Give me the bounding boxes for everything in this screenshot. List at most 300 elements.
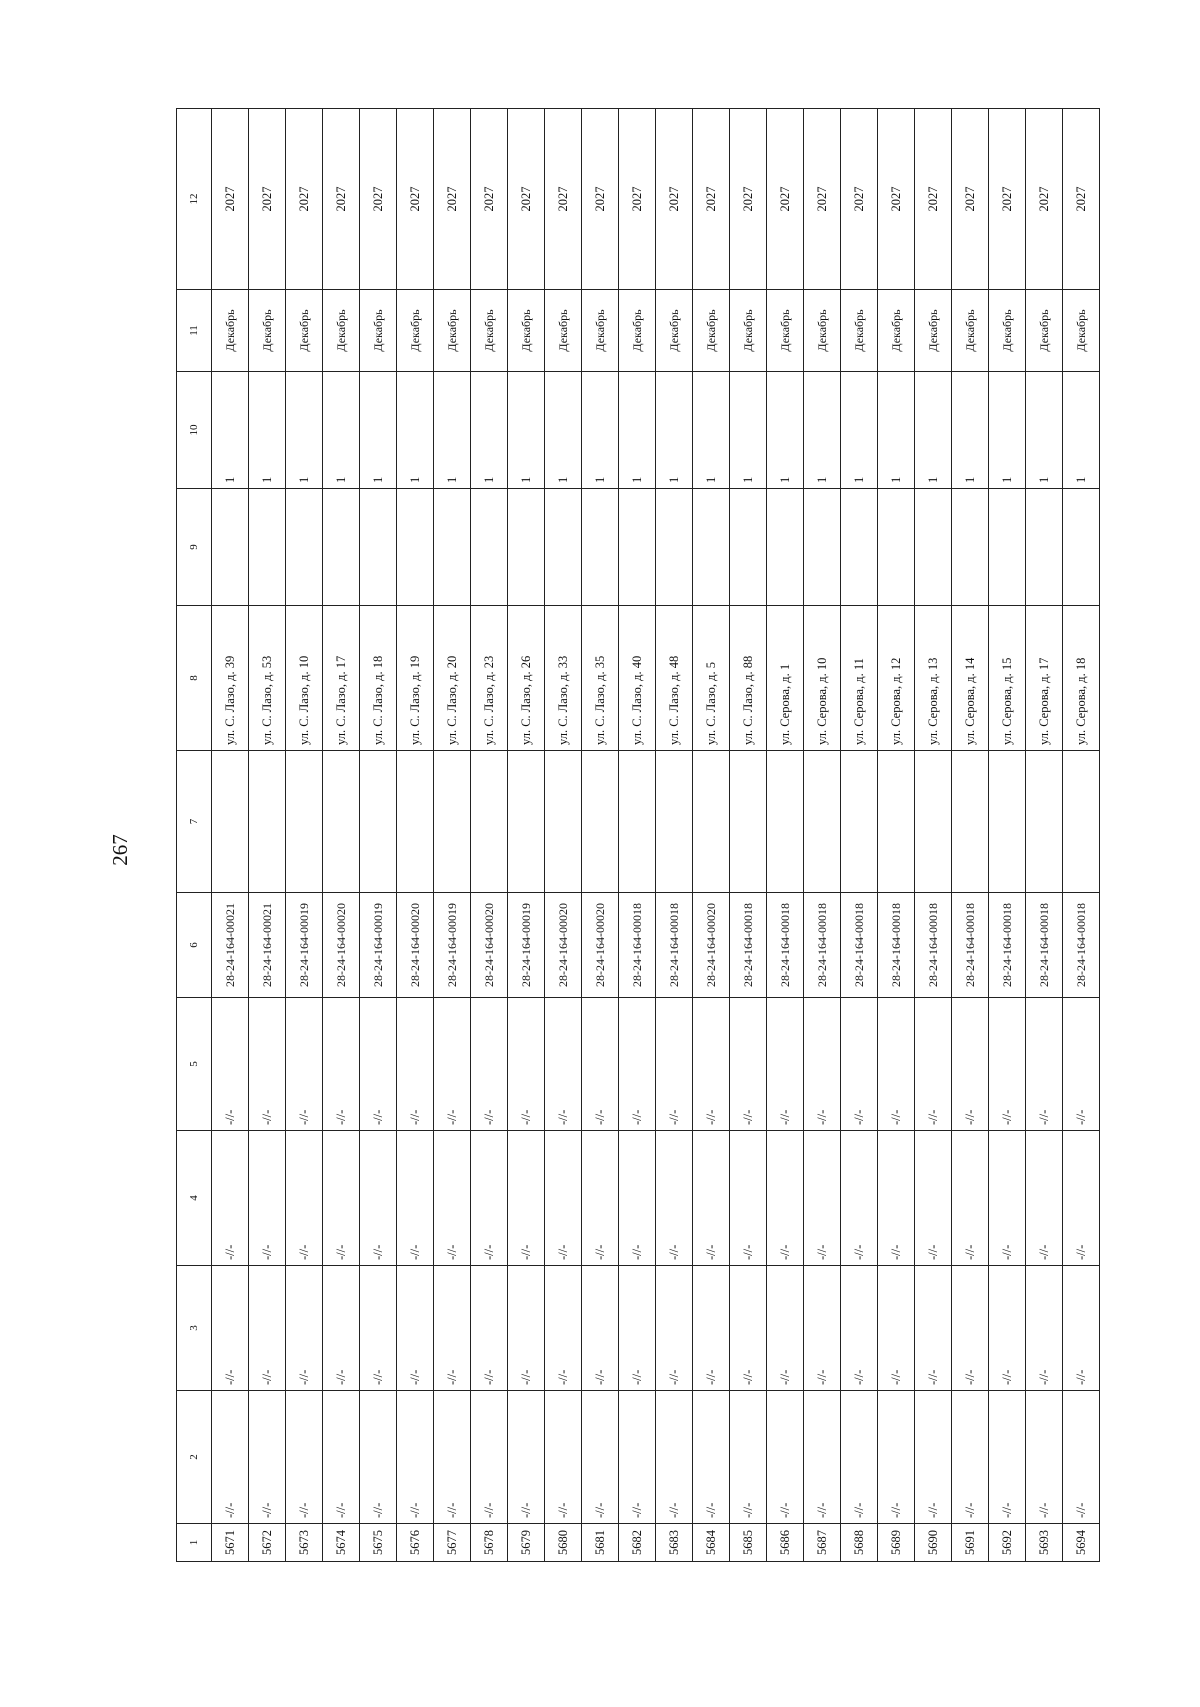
cell-col-1: 5679 bbox=[508, 1524, 545, 1562]
cell-col-8: ул. Серова, д. 11 bbox=[841, 606, 878, 751]
cell-col-5: -//- bbox=[471, 998, 508, 1131]
cell-col-10: 1 bbox=[508, 372, 545, 489]
cell-col-4: -//- bbox=[1063, 1131, 1100, 1266]
cell-col-10: 1 bbox=[1026, 372, 1063, 489]
cell-col-2: -//- bbox=[508, 1391, 545, 1524]
cell-col-7 bbox=[619, 751, 656, 893]
table-row bbox=[434, 109, 471, 1562]
cell-col-10: 1 bbox=[323, 372, 360, 489]
cell-col-7 bbox=[804, 751, 841, 893]
cell-col-10: 1 bbox=[730, 372, 767, 489]
cell-col-8: ул. С. Лазо, д. 26 bbox=[508, 606, 545, 751]
cell-col-7 bbox=[915, 751, 952, 893]
cell-col-10: 1 bbox=[582, 372, 619, 489]
cell-col-6: 28-24-164-00018 bbox=[1063, 893, 1100, 998]
table-row bbox=[878, 109, 915, 1562]
cell-col-11: Декабрь bbox=[1026, 290, 1063, 372]
cell-col-6: 28-24-164-00019 bbox=[434, 893, 471, 998]
cell-col-12: 2027 bbox=[397, 109, 434, 290]
cell-col-3: -//- bbox=[730, 1266, 767, 1391]
cell-col-4: -//- bbox=[1026, 1131, 1063, 1266]
cell-col-9 bbox=[286, 489, 323, 606]
cell-col-7 bbox=[397, 751, 434, 893]
cell-col-7 bbox=[693, 751, 730, 893]
cell-col-10: 1 bbox=[249, 372, 286, 489]
cell-col-3: -//- bbox=[212, 1266, 249, 1391]
cell-col-12: 2027 bbox=[693, 109, 730, 290]
cell-col-12: 2027 bbox=[212, 109, 249, 290]
cell-col-8: ул. Серова, д. 15 bbox=[989, 606, 1026, 751]
cell-col-1: 5674 bbox=[323, 1524, 360, 1562]
cell-col-7 bbox=[841, 751, 878, 893]
cell-col-12: 2027 bbox=[360, 109, 397, 290]
cell-col-8: ул. С. Лазо, д. 10 bbox=[286, 606, 323, 751]
cell-col-4: -//- bbox=[471, 1131, 508, 1266]
cell-col-5: -//- bbox=[952, 998, 989, 1131]
cell-col-1: 5684 bbox=[693, 1524, 730, 1562]
cell-col-8: ул. Серова, д. 18 bbox=[1063, 606, 1100, 751]
cell-col-12: 2027 bbox=[804, 109, 841, 290]
cell-col-2: -//- bbox=[989, 1391, 1026, 1524]
register-table bbox=[176, 108, 1100, 1562]
cell-col-4: -//- bbox=[212, 1131, 249, 1266]
cell-col-2: -//- bbox=[952, 1391, 989, 1524]
cell-col-8: ул. С. Лазо, д. 20 bbox=[434, 606, 471, 751]
cell-col-5: -//- bbox=[841, 998, 878, 1131]
rotated-table-wrapper bbox=[176, 109, 1088, 1562]
cell-col-8: ул. С. Лазо, д. 23 bbox=[471, 606, 508, 751]
header-cell-5: 5 bbox=[177, 998, 212, 1131]
table-row bbox=[1063, 109, 1100, 1562]
cell-col-3: -//- bbox=[989, 1266, 1026, 1391]
cell-col-9 bbox=[212, 489, 249, 606]
cell-col-5: -//- bbox=[397, 998, 434, 1131]
cell-col-1: 5682 bbox=[619, 1524, 656, 1562]
cell-col-8: ул. С. Лазо, д. 35 bbox=[582, 606, 619, 751]
header-cell-4: 4 bbox=[177, 1131, 212, 1266]
cell-col-12: 2027 bbox=[619, 109, 656, 290]
cell-col-9 bbox=[656, 489, 693, 606]
cell-col-8: ул. С. Лазо, д. 18 bbox=[360, 606, 397, 751]
table-row bbox=[323, 109, 360, 1562]
cell-col-1: 5671 bbox=[212, 1524, 249, 1562]
cell-col-11: Декабрь bbox=[582, 290, 619, 372]
cell-col-9 bbox=[397, 489, 434, 606]
cell-col-10: 1 bbox=[360, 372, 397, 489]
cell-col-1: 5694 bbox=[1063, 1524, 1100, 1562]
cell-col-2: -//- bbox=[767, 1391, 804, 1524]
cell-col-5: -//- bbox=[249, 998, 286, 1131]
cell-col-8: ул. Серова, д. 12 bbox=[878, 606, 915, 751]
cell-col-5: -//- bbox=[915, 998, 952, 1131]
cell-col-10: 1 bbox=[915, 372, 952, 489]
table-row bbox=[397, 109, 434, 1562]
cell-col-3: -//- bbox=[508, 1266, 545, 1391]
cell-col-10: 1 bbox=[656, 372, 693, 489]
cell-col-11: Декабрь bbox=[656, 290, 693, 372]
cell-col-9 bbox=[1063, 489, 1100, 606]
cell-col-9 bbox=[952, 489, 989, 606]
header-cell-2: 2 bbox=[177, 1391, 212, 1524]
cell-col-6: 28-24-164-00019 bbox=[508, 893, 545, 998]
cell-col-8: ул. С. Лазо, д. 17 bbox=[323, 606, 360, 751]
table-row bbox=[952, 109, 989, 1562]
cell-col-5: -//- bbox=[804, 998, 841, 1131]
cell-col-6: 28-24-164-00021 bbox=[249, 893, 286, 998]
cell-col-5: -//- bbox=[1063, 998, 1100, 1131]
cell-col-2: -//- bbox=[656, 1391, 693, 1524]
cell-col-5: -//- bbox=[582, 998, 619, 1131]
table-row bbox=[767, 109, 804, 1562]
cell-col-12: 2027 bbox=[656, 109, 693, 290]
cell-col-5: -//- bbox=[323, 998, 360, 1131]
cell-col-8: ул. С. Лазо, д. 48 bbox=[656, 606, 693, 751]
cell-col-4: -//- bbox=[989, 1131, 1026, 1266]
table-row bbox=[249, 109, 286, 1562]
cell-col-2: -//- bbox=[804, 1391, 841, 1524]
cell-col-7 bbox=[878, 751, 915, 893]
cell-col-4: -//- bbox=[323, 1131, 360, 1266]
cell-col-1: 5691 bbox=[952, 1524, 989, 1562]
cell-col-10: 1 bbox=[952, 372, 989, 489]
cell-col-6: 28-24-164-00018 bbox=[1026, 893, 1063, 998]
header-cell-7: 7 bbox=[177, 751, 212, 893]
cell-col-9 bbox=[1026, 489, 1063, 606]
cell-col-3: -//- bbox=[434, 1266, 471, 1391]
cell-col-9 bbox=[915, 489, 952, 606]
cell-col-12: 2027 bbox=[434, 109, 471, 290]
cell-col-10: 1 bbox=[693, 372, 730, 489]
cell-col-8: ул. Серова, д. 10 bbox=[804, 606, 841, 751]
cell-col-9 bbox=[434, 489, 471, 606]
cell-col-4: -//- bbox=[286, 1131, 323, 1266]
cell-col-7 bbox=[249, 751, 286, 893]
cell-col-4: -//- bbox=[878, 1131, 915, 1266]
cell-col-11: Декабрь bbox=[508, 290, 545, 372]
cell-col-2: -//- bbox=[878, 1391, 915, 1524]
cell-col-8: ул. С. Лазо, д. 40 bbox=[619, 606, 656, 751]
cell-col-6: 28-24-164-00020 bbox=[545, 893, 582, 998]
cell-col-12: 2027 bbox=[878, 109, 915, 290]
cell-col-3: -//- bbox=[249, 1266, 286, 1391]
cell-col-1: 5677 bbox=[434, 1524, 471, 1562]
cell-col-1: 5693 bbox=[1026, 1524, 1063, 1562]
cell-col-11: Декабрь bbox=[434, 290, 471, 372]
cell-col-5: -//- bbox=[360, 998, 397, 1131]
cell-col-10: 1 bbox=[434, 372, 471, 489]
cell-col-12: 2027 bbox=[286, 109, 323, 290]
cell-col-3: -//- bbox=[915, 1266, 952, 1391]
cell-col-3: -//- bbox=[323, 1266, 360, 1391]
cell-col-8: ул. С. Лазо, д. 5 bbox=[693, 606, 730, 751]
header-cell-9: 9 bbox=[177, 489, 212, 606]
table-row bbox=[212, 109, 249, 1562]
cell-col-3: -//- bbox=[286, 1266, 323, 1391]
cell-col-1: 5678 bbox=[471, 1524, 508, 1562]
cell-col-1: 5690 bbox=[915, 1524, 952, 1562]
cell-col-12: 2027 bbox=[767, 109, 804, 290]
table-area bbox=[176, 109, 1088, 1562]
cell-col-5: -//- bbox=[878, 998, 915, 1131]
table-row bbox=[989, 109, 1026, 1562]
cell-col-7 bbox=[1063, 751, 1100, 893]
cell-col-8: ул. Серова, д. 14 bbox=[952, 606, 989, 751]
cell-col-10: 1 bbox=[804, 372, 841, 489]
cell-col-6: 28-24-164-00019 bbox=[360, 893, 397, 998]
cell-col-6: 28-24-164-00019 bbox=[286, 893, 323, 998]
cell-col-3: -//- bbox=[841, 1266, 878, 1391]
cell-col-5: -//- bbox=[1026, 998, 1063, 1131]
cell-col-10: 1 bbox=[397, 372, 434, 489]
cell-col-11: Декабрь bbox=[989, 290, 1026, 372]
cell-col-6: 28-24-164-00018 bbox=[989, 893, 1026, 998]
cell-col-2: -//- bbox=[545, 1391, 582, 1524]
cell-col-4: -//- bbox=[656, 1131, 693, 1266]
cell-col-3: -//- bbox=[545, 1266, 582, 1391]
cell-col-7 bbox=[989, 751, 1026, 893]
cell-col-12: 2027 bbox=[1026, 109, 1063, 290]
cell-col-9 bbox=[249, 489, 286, 606]
cell-col-12: 2027 bbox=[989, 109, 1026, 290]
cell-col-11: Декабрь bbox=[767, 290, 804, 372]
cell-col-3: -//- bbox=[656, 1266, 693, 1391]
cell-col-6: 28-24-164-00020 bbox=[693, 893, 730, 998]
table-row bbox=[915, 109, 952, 1562]
cell-col-12: 2027 bbox=[1063, 109, 1100, 290]
cell-col-8: ул. С. Лазо, д. 53 bbox=[249, 606, 286, 751]
cell-col-2: -//- bbox=[360, 1391, 397, 1524]
cell-col-2: -//- bbox=[397, 1391, 434, 1524]
cell-col-7 bbox=[434, 751, 471, 893]
cell-col-6: 28-24-164-00018 bbox=[952, 893, 989, 998]
table-row bbox=[360, 109, 397, 1562]
cell-col-9 bbox=[989, 489, 1026, 606]
cell-col-7 bbox=[952, 751, 989, 893]
cell-col-6: 28-24-164-00018 bbox=[878, 893, 915, 998]
table-body bbox=[177, 109, 1100, 1562]
cell-col-1: 5689 bbox=[878, 1524, 915, 1562]
cell-col-3: -//- bbox=[360, 1266, 397, 1391]
cell-col-7 bbox=[1026, 751, 1063, 893]
cell-col-2: -//- bbox=[915, 1391, 952, 1524]
cell-col-8: ул. С. Лазо, д. 88 bbox=[730, 606, 767, 751]
cell-col-7 bbox=[508, 751, 545, 893]
cell-col-3: -//- bbox=[397, 1266, 434, 1391]
cell-col-2: -//- bbox=[286, 1391, 323, 1524]
cell-col-7 bbox=[360, 751, 397, 893]
cell-col-5: -//- bbox=[730, 998, 767, 1131]
cell-col-5: -//- bbox=[767, 998, 804, 1131]
cell-col-2: -//- bbox=[619, 1391, 656, 1524]
cell-col-7 bbox=[286, 751, 323, 893]
cell-col-4: -//- bbox=[360, 1131, 397, 1266]
cell-col-4: -//- bbox=[841, 1131, 878, 1266]
cell-col-7 bbox=[323, 751, 360, 893]
cell-col-11: Декабрь bbox=[804, 290, 841, 372]
cell-col-11: Декабрь bbox=[545, 290, 582, 372]
page-number: 267 bbox=[108, 834, 132, 866]
cell-col-10: 1 bbox=[471, 372, 508, 489]
cell-col-5: -//- bbox=[989, 998, 1026, 1131]
cell-col-10: 1 bbox=[841, 372, 878, 489]
cell-col-4: -//- bbox=[619, 1131, 656, 1266]
cell-col-4: -//- bbox=[249, 1131, 286, 1266]
cell-col-12: 2027 bbox=[471, 109, 508, 290]
table-row bbox=[693, 109, 730, 1562]
cell-col-11: Декабрь bbox=[286, 290, 323, 372]
cell-col-2: -//- bbox=[693, 1391, 730, 1524]
table-row bbox=[582, 109, 619, 1562]
cell-col-9 bbox=[360, 489, 397, 606]
cell-col-6: 28-24-164-00021 bbox=[212, 893, 249, 998]
cell-col-10: 1 bbox=[545, 372, 582, 489]
cell-col-9 bbox=[767, 489, 804, 606]
cell-col-11: Декабрь bbox=[841, 290, 878, 372]
cell-col-9 bbox=[582, 489, 619, 606]
cell-col-1: 5687 bbox=[804, 1524, 841, 1562]
cell-col-12: 2027 bbox=[323, 109, 360, 290]
cell-col-5: -//- bbox=[508, 998, 545, 1131]
cell-col-3: -//- bbox=[804, 1266, 841, 1391]
cell-col-6: 28-24-164-00020 bbox=[582, 893, 619, 998]
cell-col-11: Декабрь bbox=[323, 290, 360, 372]
cell-col-8: ул. Серова, д. 1 bbox=[767, 606, 804, 751]
cell-col-7 bbox=[212, 751, 249, 893]
cell-col-10: 1 bbox=[989, 372, 1026, 489]
cell-col-8: ул. С. Лазо, д. 39 bbox=[212, 606, 249, 751]
cell-col-12: 2027 bbox=[915, 109, 952, 290]
cell-col-2: -//- bbox=[434, 1391, 471, 1524]
cell-col-12: 2027 bbox=[508, 109, 545, 290]
cell-col-2: -//- bbox=[1026, 1391, 1063, 1524]
cell-col-4: -//- bbox=[915, 1131, 952, 1266]
cell-col-6: 28-24-164-00020 bbox=[397, 893, 434, 998]
cell-col-4: -//- bbox=[397, 1131, 434, 1266]
cell-col-4: -//- bbox=[434, 1131, 471, 1266]
cell-col-8: ул. Серова, д. 13 bbox=[915, 606, 952, 751]
cell-col-2: -//- bbox=[323, 1391, 360, 1524]
cell-col-4: -//- bbox=[952, 1131, 989, 1266]
cell-col-3: -//- bbox=[471, 1266, 508, 1391]
cell-col-6: 28-24-164-00018 bbox=[730, 893, 767, 998]
cell-col-9 bbox=[841, 489, 878, 606]
cell-col-11: Декабрь bbox=[952, 290, 989, 372]
cell-col-1: 5673 bbox=[286, 1524, 323, 1562]
cell-col-2: -//- bbox=[1063, 1391, 1100, 1524]
cell-col-6: 28-24-164-00018 bbox=[915, 893, 952, 998]
cell-col-2: -//- bbox=[471, 1391, 508, 1524]
cell-col-11: Декабрь bbox=[212, 290, 249, 372]
cell-col-3: -//- bbox=[1063, 1266, 1100, 1391]
cell-col-5: -//- bbox=[212, 998, 249, 1131]
cell-col-6: 28-24-164-00018 bbox=[767, 893, 804, 998]
cell-col-6: 28-24-164-00018 bbox=[619, 893, 656, 998]
cell-col-5: -//- bbox=[545, 998, 582, 1131]
cell-col-3: -//- bbox=[619, 1266, 656, 1391]
cell-col-3: -//- bbox=[952, 1266, 989, 1391]
cell-col-1: 5681 bbox=[582, 1524, 619, 1562]
cell-col-6: 28-24-164-00018 bbox=[841, 893, 878, 998]
header-cell-12: 12 bbox=[177, 109, 212, 290]
cell-col-9 bbox=[508, 489, 545, 606]
header-cell-1: 1 bbox=[177, 1524, 212, 1562]
cell-col-11: Декабрь bbox=[915, 290, 952, 372]
cell-col-3: -//- bbox=[1026, 1266, 1063, 1391]
cell-col-1: 5680 bbox=[545, 1524, 582, 1562]
cell-col-9 bbox=[804, 489, 841, 606]
cell-col-12: 2027 bbox=[582, 109, 619, 290]
cell-col-1: 5676 bbox=[397, 1524, 434, 1562]
cell-col-9 bbox=[323, 489, 360, 606]
cell-col-11: Декабрь bbox=[249, 290, 286, 372]
cell-col-6: 28-24-164-00018 bbox=[656, 893, 693, 998]
cell-col-8: ул. С. Лазо, д. 19 bbox=[397, 606, 434, 751]
cell-col-4: -//- bbox=[804, 1131, 841, 1266]
cell-col-7 bbox=[730, 751, 767, 893]
cell-col-11: Декабрь bbox=[471, 290, 508, 372]
cell-col-9 bbox=[471, 489, 508, 606]
cell-col-11: Декабрь bbox=[397, 290, 434, 372]
cell-col-1: 5686 bbox=[767, 1524, 804, 1562]
table-row bbox=[508, 109, 545, 1562]
cell-col-12: 2027 bbox=[249, 109, 286, 290]
table-row bbox=[1026, 109, 1063, 1562]
header-cell-3: 3 bbox=[177, 1266, 212, 1391]
header-cell-10: 10 bbox=[177, 372, 212, 489]
cell-col-3: -//- bbox=[767, 1266, 804, 1391]
table-row bbox=[545, 109, 582, 1562]
cell-col-7 bbox=[767, 751, 804, 893]
cell-col-7 bbox=[471, 751, 508, 893]
cell-col-2: -//- bbox=[841, 1391, 878, 1524]
header-cell-8: 8 bbox=[177, 606, 212, 751]
cell-col-6: 28-24-164-00020 bbox=[471, 893, 508, 998]
table-row bbox=[656, 109, 693, 1562]
table-row bbox=[619, 109, 656, 1562]
table-row bbox=[730, 109, 767, 1562]
cell-col-2: -//- bbox=[730, 1391, 767, 1524]
cell-col-4: -//- bbox=[545, 1131, 582, 1266]
header-cell-11: 11 bbox=[177, 290, 212, 372]
cell-col-11: Декабрь bbox=[693, 290, 730, 372]
cell-col-7 bbox=[656, 751, 693, 893]
cell-col-3: -//- bbox=[582, 1266, 619, 1391]
cell-col-10: 1 bbox=[767, 372, 804, 489]
cell-col-3: -//- bbox=[693, 1266, 730, 1391]
header-cell-6: 6 bbox=[177, 893, 212, 998]
cell-col-12: 2027 bbox=[730, 109, 767, 290]
cell-col-10: 1 bbox=[286, 372, 323, 489]
cell-col-8: ул. С. Лазо, д. 33 bbox=[545, 606, 582, 751]
table-row bbox=[841, 109, 878, 1562]
cell-col-4: -//- bbox=[582, 1131, 619, 1266]
cell-col-9 bbox=[878, 489, 915, 606]
cell-col-3: -//- bbox=[878, 1266, 915, 1391]
cell-col-12: 2027 bbox=[841, 109, 878, 290]
cell-col-7 bbox=[582, 751, 619, 893]
cell-col-5: -//- bbox=[619, 998, 656, 1131]
cell-col-12: 2027 bbox=[545, 109, 582, 290]
cell-col-11: Декабрь bbox=[1063, 290, 1100, 372]
cell-col-6: 28-24-164-00018 bbox=[804, 893, 841, 998]
cell-col-4: -//- bbox=[508, 1131, 545, 1266]
cell-col-1: 5672 bbox=[249, 1524, 286, 1562]
cell-col-10: 1 bbox=[878, 372, 915, 489]
cell-col-5: -//- bbox=[656, 998, 693, 1131]
cell-col-4: -//- bbox=[693, 1131, 730, 1266]
cell-col-1: 5683 bbox=[656, 1524, 693, 1562]
table-row bbox=[286, 109, 323, 1562]
